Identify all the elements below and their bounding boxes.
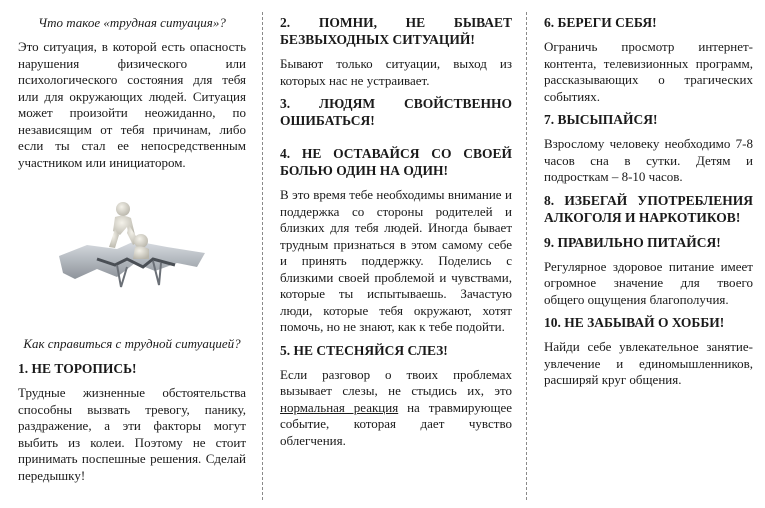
helping-figures-illustration [57, 201, 207, 291]
section-7-text: Взрослому человеку необходимо 7-8 часов сна в сутки. Детям и подросткам – 8-10 часов. [544, 136, 753, 184]
section-5-text: Если разговор о твоих проблемах вызывает слезы, не стыдись их, это нормальная реакция на травмирующее событие, которая дает чувство облегчения. [280, 366, 512, 448]
section-2-text: Бывают только ситуации, выход из которых нас не устраивает. [280, 56, 512, 88]
section-10-title: 10. НЕ ЗАБЫВАЙ О ХОББИ! [544, 315, 725, 330]
column-1 [0, 0, 258, 508]
section-1-text: Трудные жизненные обстоятельства способны вызвать тревогу, панику, раздражение, а эти факторы могут выбить из колеи. Поэтому не стоит принимать поспешные решения. Сделай передышку! [18, 385, 246, 483]
section-6-title: 6. БЕРЕГИ СЕБЯ! [544, 15, 657, 30]
section-10-text: Найди себе увлекательное занятие-увлечение и единомышленников, расширяй круг общения. [544, 339, 753, 387]
normal-reaction-underlined: нормальная реакция [280, 399, 399, 415]
section-1-title: 1. НЕ ТОРОПИСЬ! [18, 361, 137, 376]
intro-text: Это ситуация, в которой есть опасность нарушения физического или психологического состояния для тебя или для окружающих людей. Ситуация может произойти неожиданно, по независящим от тебя причинам, либо если ты стал ее непосредственным участником или инициатором. [18, 39, 246, 170]
section-9-text: Регулярное здоровое питание имеет огромное значение для твоего общего ощущения благополучия. [544, 258, 753, 307]
section-8-title: 8. ИЗБЕГАЙ УПОТРЕБЛЕНИЯ АЛКОГОЛЯ И НАРКОТИКОВ! [544, 192, 753, 225]
how-to-cope-title: Как справиться с трудной ситуацией? [23, 336, 241, 351]
column-3 [526, 0, 765, 508]
section-4-title: 4. НЕ ОСТАВАЙСЯ СО СВОЕЙ БОЛЬЮ ОДИН НА ОДИН! [280, 146, 512, 178]
column-2 [262, 0, 524, 508]
section-6-text: Ограничь просмотр интернет-контента, телевизионных программ, рассказывающих о трагических событиях. [544, 39, 753, 104]
section-9-title: 9. ПРАВИЛЬНО ПИТАЙСЯ! [544, 234, 721, 250]
intro-title: Что такое «трудная ситуация»? [38, 15, 226, 30]
section-2-title: 2. ПОМНИ, НЕ БЫВАЕТ БЕЗВЫХОДНЫХ СИТУАЦИЙ! [280, 15, 512, 47]
section-7-title: 7. ВЫСЫПАЙСЯ! [544, 112, 658, 127]
section-3-title: 3. ЛЮДЯМ СВОЙСТВЕННО ОШИБАТЬСЯ! [280, 96, 512, 128]
section-5-title: 5. НЕ СТЕСНЯЙСЯ СЛЕЗ! [280, 342, 448, 358]
section-4-text: В это время тебе необходимы внимание и поддержка со стороны родителей и близких для тебя людей. Иногда бывает трудным признаться в этом самому себе и принять поддержку. Поделись с близкими своей проблемой и чувствами, которые ты испытываешь. Зачастую люди, которые тебя окружают, хотят помочь, но не знают, как к тебе подойти. [280, 187, 512, 334]
